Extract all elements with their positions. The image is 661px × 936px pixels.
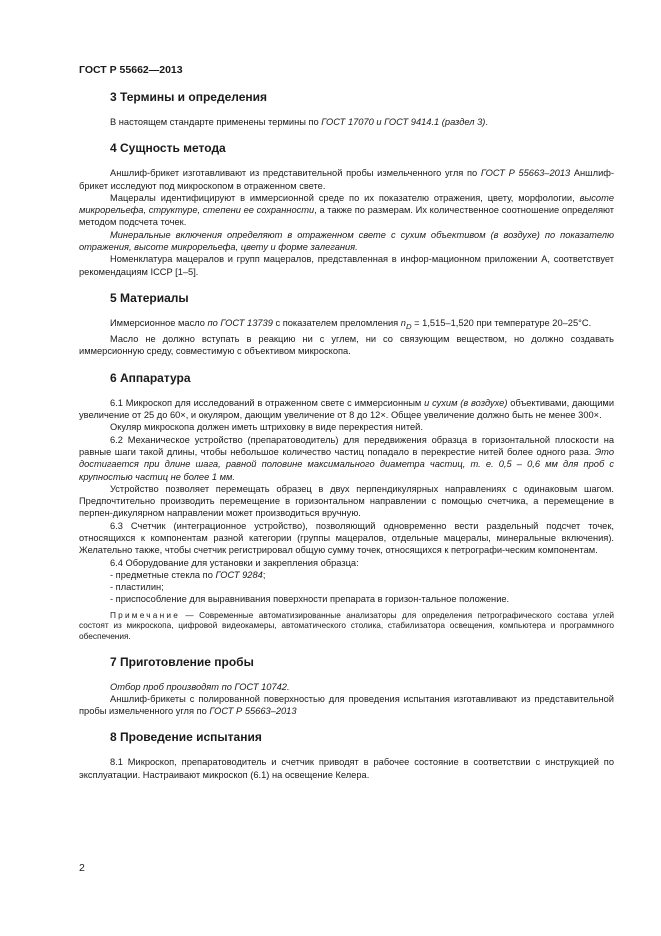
section-6-paragraph-4: Устройство позволяет перемещать образец в двух перпендикулярных направлениях с одинаковым шагом. Предпочтительно производить перемещение в горизонтальном направлении с помощью счетчика, а перемещение в перпен-дикулярном направлении может производиться вручную. xyxy=(79,483,614,519)
italic-text: и сухим (в воздухе) xyxy=(424,397,508,408)
text: Иммерсионное масло xyxy=(110,317,208,328)
list-item xyxy=(79,569,614,581)
text: = 1,515–1,520 при температуре 20–25°С. xyxy=(411,317,592,328)
section-7-title: 7 Приготовление пробы xyxy=(110,654,254,669)
standard-reference: ГОСТ Р 55663–2013 xyxy=(209,706,297,717)
section-5-paragraph-2: Масло не должно вступать в реакцию ни с углем, ни со связующим веществом, но должно создавать иммерсионную среду, совместимую с объективом микроскопа. xyxy=(79,334,614,357)
section-6-paragraph-2: Окуляр микроскопа должен иметь штриховку в виде перекрестия нитей. xyxy=(110,422,423,433)
standard-reference: по ГОСТ 13739 xyxy=(207,317,273,328)
section-4-paragraph-3: Минеральные включения определяют в отраженном свете с сухим объективом (в воздухе) по показателю отражения, высоте микрорельефа, цвету и форме залегания. xyxy=(79,229,614,253)
note xyxy=(79,610,614,642)
text: Аншлиф-брикет изготавливают из представительной пробы измельченного угля по xyxy=(110,168,481,179)
document-header: ГОСТ Р 55662—2013 xyxy=(79,64,183,76)
section-6-paragraph-6: 6.4 Оборудование для установки и закрепления образца: xyxy=(110,557,359,568)
standard-reference: ГОСТ 17070 и ГОСТ 9414.1 (раздел 3) xyxy=(321,117,486,127)
page-number: 2 xyxy=(79,862,85,874)
section-8-paragraph-1: 8.1 Микроскоп, препаратоводитель и счетчик приводят в рабочее состояние в соответствии с инструкцией по эксплуатации. Настраивают микроскоп (6.1) на освещение Келера. xyxy=(79,757,614,780)
section-4 xyxy=(79,141,614,278)
section-5-title: 5 Материалы xyxy=(110,290,189,305)
standard-reference: ГОСТ 9284 xyxy=(215,569,263,580)
italic-text: высоте микрорельефа, структуре, степени ее сохранности xyxy=(79,192,614,216)
section-6-paragraph-3 xyxy=(79,434,614,483)
text: , а также по размерам. Их количественное соотношение определяют методом подсчета точек. xyxy=(79,205,615,228)
list-item: - пластилин; xyxy=(110,582,164,593)
text: Аншлиф-брикеты с полированной поверхностью для проведения испытания изготавливают из представительной пробы измельченного угля по xyxy=(79,693,614,717)
section-4-title: 4 Сущность метода xyxy=(110,141,226,156)
section-4-paragraph-4: Номенклатура мацералов и групп мацералов, представленная в инфор-мационном приложении А, соответствует рекомендациям ICCP [1–5]. xyxy=(79,254,614,277)
section-7-paragraph-1: Отбор проб производят по ГОСТ 10742. xyxy=(110,681,290,692)
section-4-paragraph-2 xyxy=(79,192,614,229)
section-6 xyxy=(79,371,614,642)
note-text: — Современные автоматизированные анализаторы для определения петрографического состава углей состоят из микроскопа, цифровой видеокамеры, автоматического столика, стабилизатора освещения, компьютера и программного обеспечения. xyxy=(79,609,614,641)
note-label: Примечание xyxy=(110,609,181,620)
text: с показателем преломления xyxy=(272,317,401,328)
text: 6.2 Механическое устройство (препаратоводитель) для передвижения образца в горизонтальной плоскости на равные шаги такой длины, чтобы небольшое количество частиц попадало в перекрестие нитей более одного раза. xyxy=(79,434,614,457)
section-6-title: 6 Аппаратура xyxy=(110,370,191,385)
text: - предметные стекла по xyxy=(110,569,216,580)
section-8-title: 8 Проведение испытания xyxy=(110,730,262,745)
document-body xyxy=(79,86,614,794)
section-7-paragraph-2 xyxy=(79,693,614,718)
section-8 xyxy=(79,730,614,781)
text: Мацералы идентифицируют в иммерсионной среде по их показателю отражения, цвету, морфологии, xyxy=(110,192,580,203)
text: ; xyxy=(262,569,266,580)
section-3-paragraph xyxy=(79,116,614,128)
text: объективами, дающими увеличение от 25 до 60×, и окуляром, дающим увеличение от 8 до 12×. Общее увеличение должно быть не менее 300×. xyxy=(79,397,615,421)
text: 6.1 Микроскоп для исследований в отраженном свете с иммерсионным xyxy=(110,397,425,408)
section-6-paragraph-5: 6.3 Счетчик (интеграционное устройство), позволяющий одновременно вести раздельный подсчет точек, относящихся к компонентам разной категории (группы мацералов, отдельные мацералы, минеральные включения). Желательно также, чтобы счетчик регистрировал общую сумму точек, относящихся к петрографи-ческим компонентам. xyxy=(79,520,614,556)
section-5-paragraph-1 xyxy=(79,317,614,333)
text: В настоящем стандарте применены термины по xyxy=(110,117,322,127)
section-3 xyxy=(79,90,614,128)
refractive-index-symbol: n xyxy=(400,317,406,328)
text: Аншлиф-брикет исследуют под микроскопом в отраженном свете. xyxy=(79,168,615,191)
standard-reference: ГОСТ Р 55663–2013 xyxy=(480,168,571,179)
section-6-paragraph-1 xyxy=(79,397,614,422)
section-7 xyxy=(79,655,614,718)
section-4-paragraph-1 xyxy=(79,167,614,192)
text: . xyxy=(485,117,488,127)
section-3-title: 3 Термины и определения xyxy=(110,90,268,104)
section-5 xyxy=(79,291,614,358)
italic-text: Это достигается при длине шага, равной половине максимального диаметра частиц, т. е. 0,5 – 0,6 мм для проб с крупностью частиц не более 1 мм. xyxy=(79,446,614,482)
refractive-index-subscript: D xyxy=(405,321,412,331)
list-item: - приспособление для выравнивания поверхности препарата в горизон-тальное положение. xyxy=(110,594,510,605)
